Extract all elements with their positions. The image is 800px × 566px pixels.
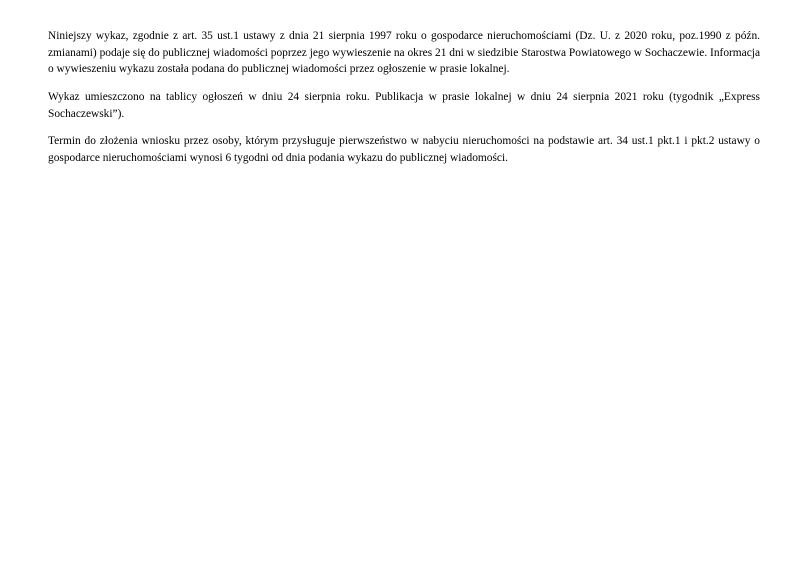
paragraph-application-deadline: Termin do złożenia wniosku przez osoby, którym przysługuje pierwszeństwo w nabyciu nieruchomości na podstawie art. 34 ust.1 pkt.1 i pkt.2 ustawy o gospodarce nieruchomościami wynosi 6 tygodni od dnia podania wykazu do publicznej wiadomości. [48, 135, 760, 164]
paragraph-public-notice: Niniejszy wykaz, zgodnie z art. 35 ust.1 ustawy z dnia 21 sierpnia 1997 roku o gospodarce nieruchomościami (Dz. U. z 2020 roku, poz.1990 z późn. zmianami) podaje się do publicznej wiadomości poprzez jego wywieszenie na okres 21 dni w siedzibie Starostwa Powiatowego w Sochaczewie. Informacja o wywieszeniu wykazu została podana do publicznej wiadomości przez ogłoszenie w prasie lokalnej. [48, 30, 760, 76]
paragraph-publication-date: Wykaz umieszczono na tablicy ogłoszeń w dniu 24 sierpnia roku. Publikacja w prasie lokalnej w dniu 24 sierpnia 2021 roku (tygodnik „Express Sochaczewski”). [48, 90, 760, 120]
document-body [48, 28, 760, 166]
